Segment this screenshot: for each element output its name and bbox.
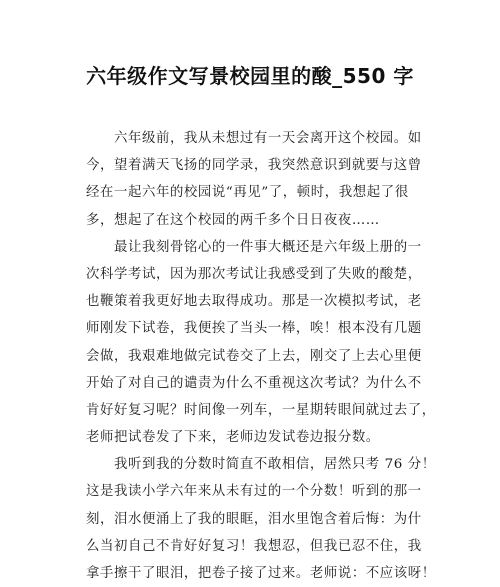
document-body [86, 125, 436, 587]
text-line: 开始了对自己的谴责为什么不重视这次考试？为什么不 [86, 375, 422, 391]
text-line: 多，想起了在这个校园的两千多个日日夜夜…… [86, 212, 380, 228]
text-line: 老师把试卷发了下来，老师边发试卷边报分数。 [86, 430, 380, 446]
text-line: 么当初自己不肯好好复习！我想忍，但我已忍不住，我 [86, 538, 422, 554]
text-line: 今，望着满天飞扬的同学录，我突然意识到就要与这曾 [86, 158, 422, 174]
text-line: 经在一起六年的校园说“再见”了，顿时，我想起了很 [86, 185, 409, 201]
text-line: 师刚发下试卷，我便挨了当头一棒，唉！根本没有几题 [86, 321, 422, 337]
text-line: 会做，我艰难地做完试卷交了上去，刚交了上去心里便 [86, 348, 422, 364]
text-line: 这是我读小学六年来从未有过的一个分数！听到的那一 [86, 484, 422, 500]
text-line: 拿手擦干了眼泪，把卷子接了过来。老师说：不应该呀！ [86, 566, 436, 581]
text-line: 六年级前，我从未想过有一天会离开这个校园。如 [86, 131, 422, 146]
text-line: 次科学考试，因为那次考试让我感受到了失败的酸楚， [86, 266, 422, 282]
document-title: 六年级作文写景校园里的酸_550 字 [86, 64, 414, 88]
text-line: 也鞭策着我更好地去取得成功。那是一次模拟考试，老 [86, 294, 422, 310]
text-line: 刻，泪水便涌上了我的眼眶，泪水里饱含着后悔：为什 [86, 511, 422, 527]
text-line: 肯好好复习呢？时间像一列车，一星期转眼间就过去了， [86, 402, 436, 418]
text-line: 我听到我的分数时简直不敢相信，居然只考 76 分！ [86, 457, 436, 473]
text-line: 最让我刻骨铭心的一件事大概还是六年级上册的一 [86, 239, 422, 255]
